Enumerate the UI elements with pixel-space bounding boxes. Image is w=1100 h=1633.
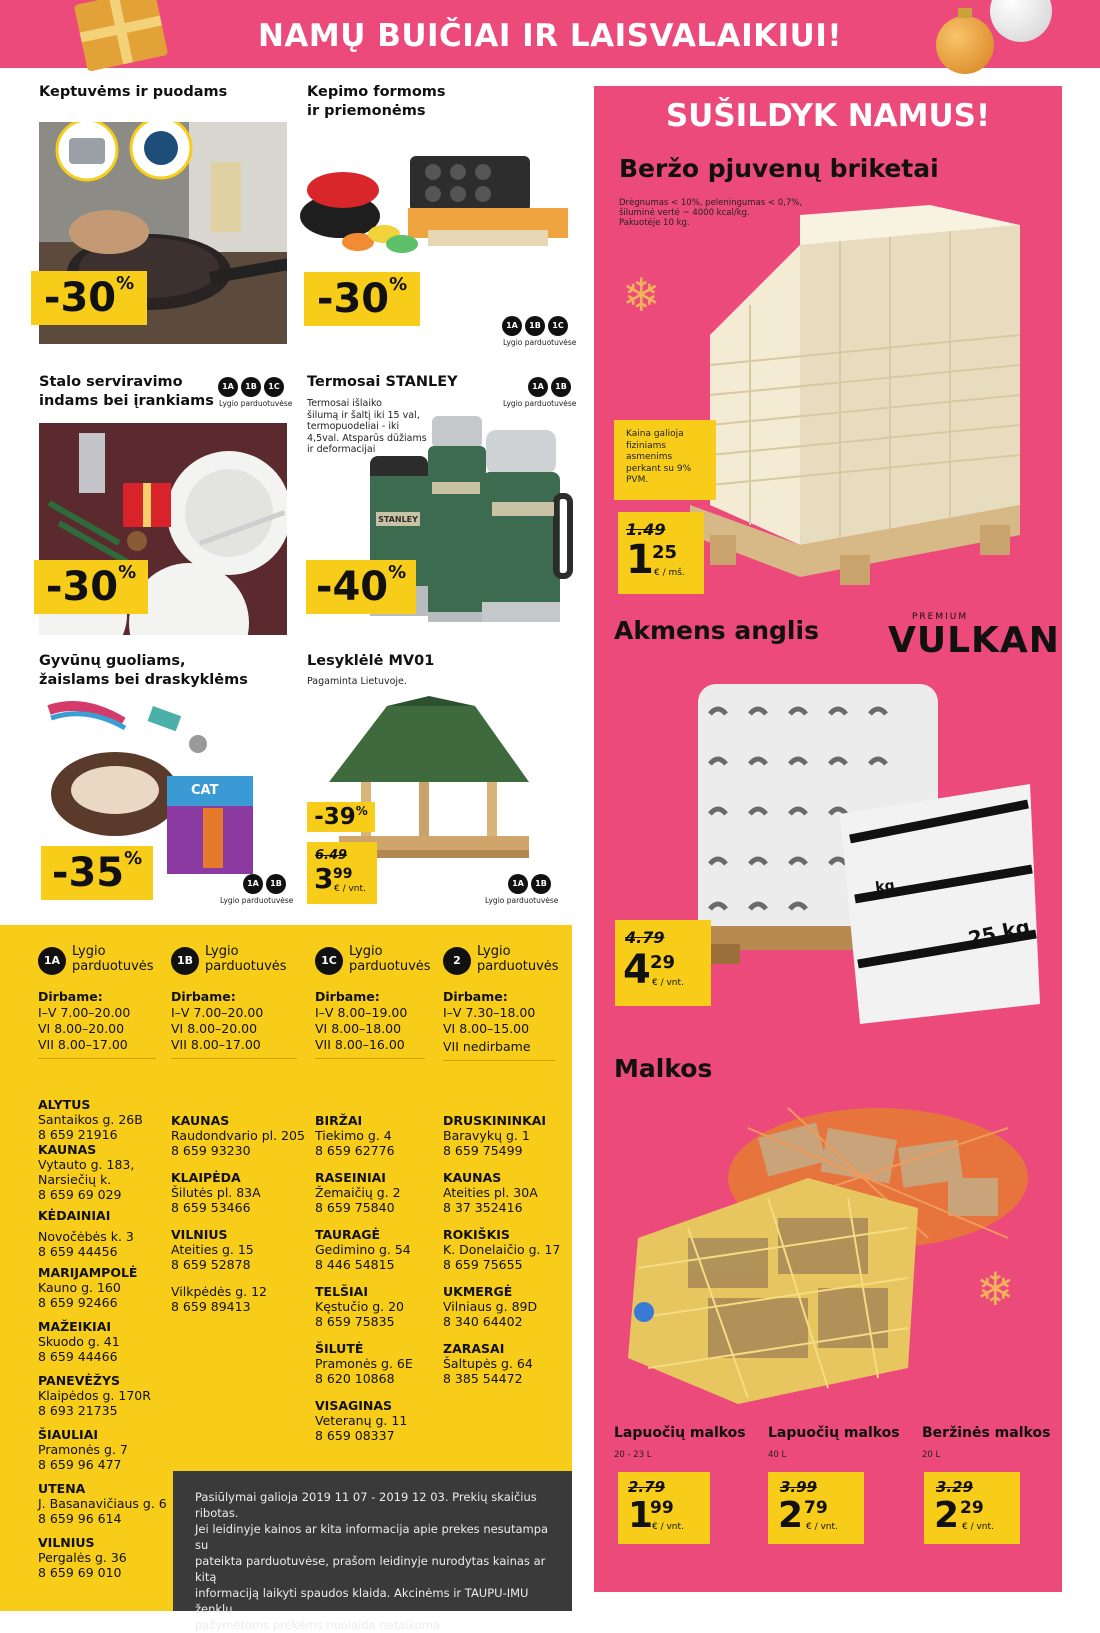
store-column-1a (38, 944, 178, 1580)
level-label: Lygio parduotuvės (72, 944, 154, 974)
briquettes-price-tag: 1.49 1 25 € / mš. (618, 512, 704, 594)
coal-bag-weight: 25 kg (966, 914, 1033, 951)
vulkan-logo: PREMIUM VULKAN (888, 612, 1060, 661)
level-badges: 1A 1B 1C (502, 316, 568, 336)
firewood-nets-image[interactable] (628, 1088, 1038, 1404)
thermos-brand-label: STANLEY (378, 515, 418, 524)
briquettes-price-note: Kaina galioja fiziniams asmenims perkant su 9% PVM. (614, 420, 716, 500)
opening-hours: Dirbame: I–V 8.00–19.00 VI 8.00–18.00 VII 8.00–16.00 (315, 989, 408, 1052)
wood-title: Malkos (614, 1054, 713, 1083)
level-caption: Lygio parduotuvėse (503, 399, 577, 408)
page-title: NAMŲ BUIČIAI IR LAISVALAIKIUI! (257, 18, 843, 54)
product-title: Termosai STANLEY (307, 374, 458, 390)
store-list: DRUSKININKAI Baravykų g. 1 8 659 75499 KAUNAS Ateities pl. 30A 8 37 352416 ROKIŠKIS K. Donelaičio g. 17 8 659 75655 UKMERGĖ Vilniaus g. 89D 8 340 64402 ZARASAI Šaltupės g. 64 8 385 54472 (443, 1113, 561, 1386)
product-description: Termosai išlaiko šilumą ir šaltį iki 15 val, termopuodeliai - iki 4,5val. Atsparūs dūžiams ir deformacijai (307, 398, 427, 455)
discount-badge: -40% (306, 560, 416, 614)
price-tag: 6.49 3 99 € / vnt. (307, 842, 377, 904)
store-column-1c (315, 944, 445, 1443)
discount-badge: -30% (34, 560, 148, 614)
level-caption: Lygio parduotuvėse (220, 896, 294, 905)
briquettes-specs: Drėgnumas < 10%, peleningumas < 0,7%, šiluminė vertė ~ 4000 kcal/kg. Pakuotėje 10 kg. (619, 198, 803, 228)
briquettes-pallet-image[interactable] (690, 205, 1030, 595)
wood-item-name: Beržinės malkos (922, 1425, 1051, 1441)
wood-item-volume: 20 - 23 L (614, 1450, 652, 1460)
product-title: Keptuvėms ir puodams (39, 84, 228, 100)
baking-forms-image[interactable] (298, 150, 576, 270)
store-list: BIRŽAI Tiekimo g. 4 8 659 62776 RASEINIAI Žemaičių g. 2 8 659 75840 TAURAGĖ Gedimino g. 54 8 446 54815 TELŠIAI Kęstučio g. 20 8 659 75835 ŠILUTĖ Pramonės g. 6E 8 620 10868 VISAGINAS Veteranų g. 11 8 659 08337 (315, 1113, 413, 1443)
disclaimer-notice: Pasiūlymai galioja 2019 11 07 - 2019 12 03. Prekių skaičius ribotas. Jei leidinyje kainos ar kita informacija apie prekes nesutampa su pateikta parduotuvėse, prašom leidinyje nurodytas kainas ar kitą informaciją laikyti spaudos klaida. Akcinėms ir TAUPU-IMU ženklu pažymėtoms prekėms nuolaida netaikoma. (173, 1471, 572, 1611)
wood-item-name: Lapuočių malkos (768, 1425, 900, 1441)
discount-badge: -30% (304, 272, 420, 326)
discount-badge: -35% (41, 846, 153, 900)
level-badges: 1A 1B (528, 377, 571, 397)
level-caption: Lygio parduotuvėse (485, 896, 559, 905)
product-title: Lesyklėlė MV01 (307, 653, 435, 669)
wood-price-tag: 3.29 2 29 € / vnt. (924, 1472, 1020, 1544)
coal-bags-image[interactable] (680, 664, 1052, 1042)
level-badge: 1C (315, 947, 343, 975)
opening-hours: Dirbame: I–V 7.00–20.00 VI 8.00–20.00 VII 8.00–17.00 (38, 989, 131, 1052)
panel-headline: SUŠILDYK NAMUS! (665, 98, 991, 134)
coal-title: Akmens anglis (614, 616, 819, 645)
level-badges: 1A 1B 1C (218, 377, 284, 397)
wood-item-volume: 40 L (768, 1450, 787, 1460)
store-list: KAUNAS Raudondvario pl. 205 8 659 93230 KLAIPĖDA Šilutės pl. 83A 8 659 53466 VILNIUS Ateities g. 15 8 659 52878 Vilkpėdės g. 12 8 659 89413 (171, 1113, 305, 1314)
level-badge: 2 (443, 947, 471, 975)
opening-hours: Dirbame: I–V 7.00–20.00 VI 8.00–20.00 VII 8.00–17.00 (171, 989, 264, 1052)
wood-price-tag: 2.79 1 99 € / vnt. (618, 1472, 710, 1544)
store-column-1b (171, 944, 311, 1314)
product-description: Pagaminta Lietuvoje. (307, 676, 407, 687)
wood-item-name: Lapuočių malkos (614, 1425, 746, 1441)
store-list: ALYTUS Santaikos g. 26B 8 659 21916 KAUNAS Vytauto g. 183, Narsiečių k. 8 659 69 029 KĖDAINIAI Novočėbės k. 3 8 659 44456 MARIJAMPOLĖ Kauno g. 160 8 659 92466 MAŽEIKIAI Skuodo g. 41 8 659 44466 PANEVĖŽYS Klaipėdos g. 170R 8 693 21735 ŠIAULIAI Pramonės g. 7 8 659 96 477 UTENA J. Basanavičiaus g. 6 8 659 96 614 VILNIUS Pergalės g. 36 8 659 69 010 (38, 1097, 167, 1580)
wood-item-volume: 20 L (922, 1450, 941, 1460)
discount-badge: -39% (307, 802, 375, 832)
level-badge: 1A (38, 947, 66, 975)
product-title: Kepimo formoms ir priemonėms (307, 84, 446, 119)
coal-bag-weight-small: kg (874, 877, 896, 896)
opening-hours: Dirbame: I–V 7.30–18.00 VI 8.00–15.00 VII nedirbame (443, 989, 536, 1054)
level-caption: Lygio parduotuvėse (219, 399, 293, 408)
level-badge: 1B (171, 947, 199, 975)
snowflake-icon: ❄ (622, 268, 661, 322)
level-badges: 1A 1B (243, 874, 286, 894)
snowflake-icon: ❄ (976, 1262, 1015, 1316)
product-title: Gyvūnų guoliams, žaislams bei draskyklėms (39, 653, 248, 688)
product-title: Stalo serviravimo indams bei įrankiams (39, 374, 214, 409)
coal-price-tag: 4.79 4 29 € / vnt. (615, 920, 711, 1006)
cat-box-label: CAT (191, 783, 219, 798)
level-caption: Lygio parduotuvėse (503, 338, 577, 347)
wood-price-tag: 3.99 2 79 € / vnt. (768, 1472, 864, 1544)
bird-feeder-image[interactable] (325, 696, 535, 864)
level-label: Lygio parduotuvės (477, 944, 559, 974)
level-badges: 1A 1B (508, 874, 551, 894)
discount-badge: -30% (31, 271, 147, 325)
level-label: Lygio parduotuvės (349, 944, 431, 974)
level-label: Lygio parduotuvės (205, 944, 287, 974)
briquettes-title: Beržo pjuvenų briketai (619, 154, 939, 183)
store-column-2 (443, 944, 571, 1386)
